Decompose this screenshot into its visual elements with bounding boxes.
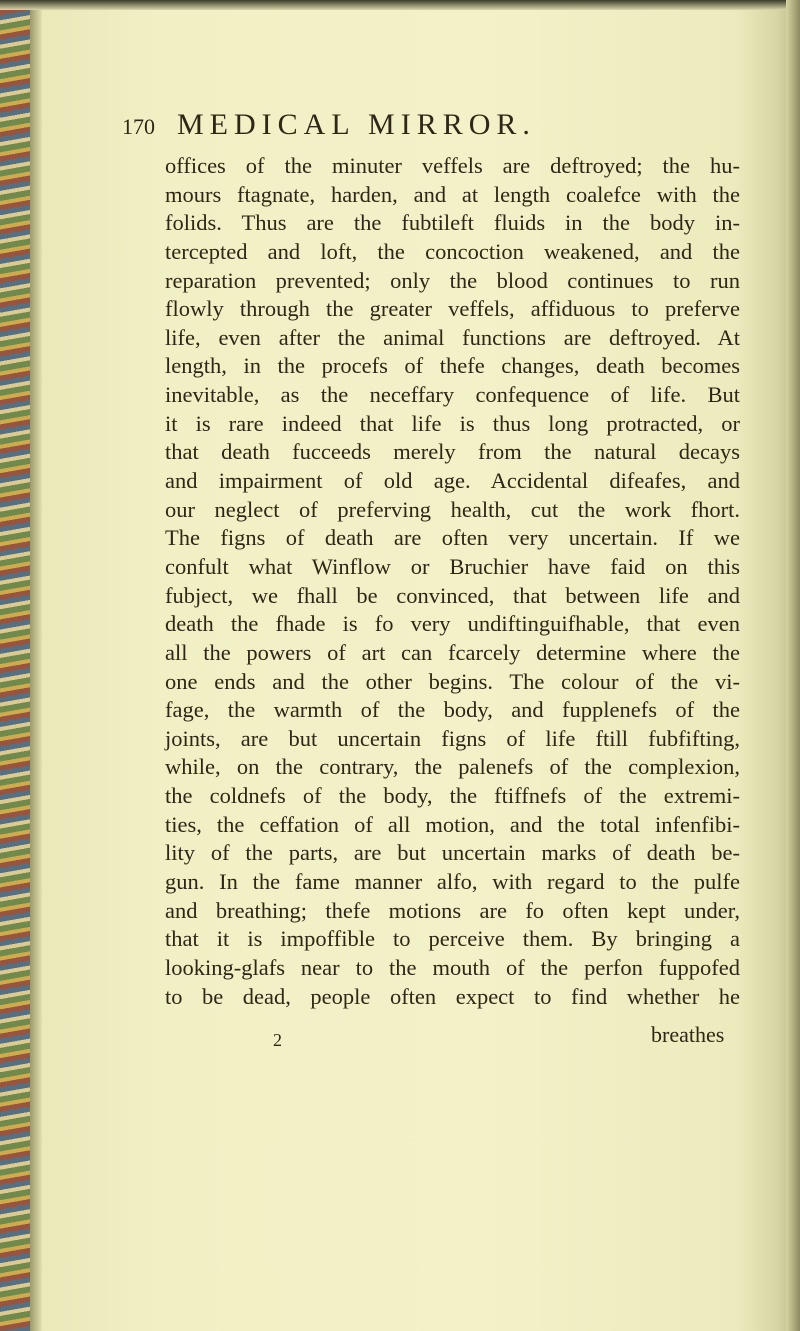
text-line: and breathing; thefe motions are fo often kept under, [165,897,740,923]
page-number: 170 [122,114,155,139]
text-line: fage, the warmth of the body, and fupplenefs of the [165,697,740,723]
text-line: inevitable, as the neceffary confequence of life. But [165,382,740,408]
text-line: that it is impoffible to perceive them. By bringing a [165,926,740,952]
text-line: length, in the procefs of thefe changes, death becomes [165,353,740,379]
text-line: death the fhade is fo very undiftinguifhable, that even [165,611,740,637]
text-line: lity of the parts, are but uncertain marks of death be- [165,840,740,866]
text-line: reparation prevented; only the blood continues to run [165,267,740,293]
text-line: folids. Thus are the fubtileft fluids in the body in- [165,210,740,236]
body-text [165,152,740,1011]
text-line: the coldnefs of the body, the ftiffnefs of the extremi- [165,783,740,809]
page-top-edge [0,0,800,10]
text-line: that death fucceeds merely from the natural decays [165,439,740,465]
text-line: all the powers of art can fcarcely determine where the [165,639,740,665]
text-line: joints, are but uncertain figns of life ftill fubfifting, [165,725,740,751]
page-gutter-shadow [30,0,42,1331]
text-line: and impairment of old age. Accidental difeafes, and [165,468,740,494]
text-line: life, even after the animal functions are deftroyed. At [165,324,740,350]
running-header [122,108,536,142]
catchword: breathes [651,1022,725,1047]
page-right-edge [786,0,800,1331]
text-line: fubject, we fhall be convinced, that between life and [165,582,740,608]
signature-mark: 2 [273,1030,282,1050]
text-line: while, on the contrary, the palenefs of the complexion, [165,754,740,780]
text-line: ties, the ceffation of all motion, and the total infenfibi- [165,811,740,837]
text-line: gun. In the fame manner alfo, with regard to the pulfe [165,869,740,895]
running-title: MEDICAL MIRROR. [177,108,536,141]
text-line: The figns of death are often very uncertain. If we [165,525,740,551]
text-line: flowly through the greater veffels, affiduous to preferve [165,296,740,322]
text-line: looking-glafs near to the mouth of the perfon fuppofed [165,954,740,980]
text-line: our neglect of preferving health, cut the work fhort. [165,496,740,522]
text-line: offices of the minuter veffels are deftroyed; the hu- [165,153,740,178]
text-line: mours ftagnate, harden, and at length coalefce with the [165,181,740,207]
text-line: it is rare indeed that life is thus long protracted, or [165,410,740,436]
text-line: tercepted and loft, the concoction weakened, and the [165,238,740,264]
text-line: confult what Winflow or Bruchier have faid on this [165,553,740,579]
marbled-binding-edge [0,0,30,1331]
text-line: one ends and the other begins. The colour of the vi- [165,668,740,694]
text-line: to be dead, people often expect to find whether he [165,983,740,1009]
